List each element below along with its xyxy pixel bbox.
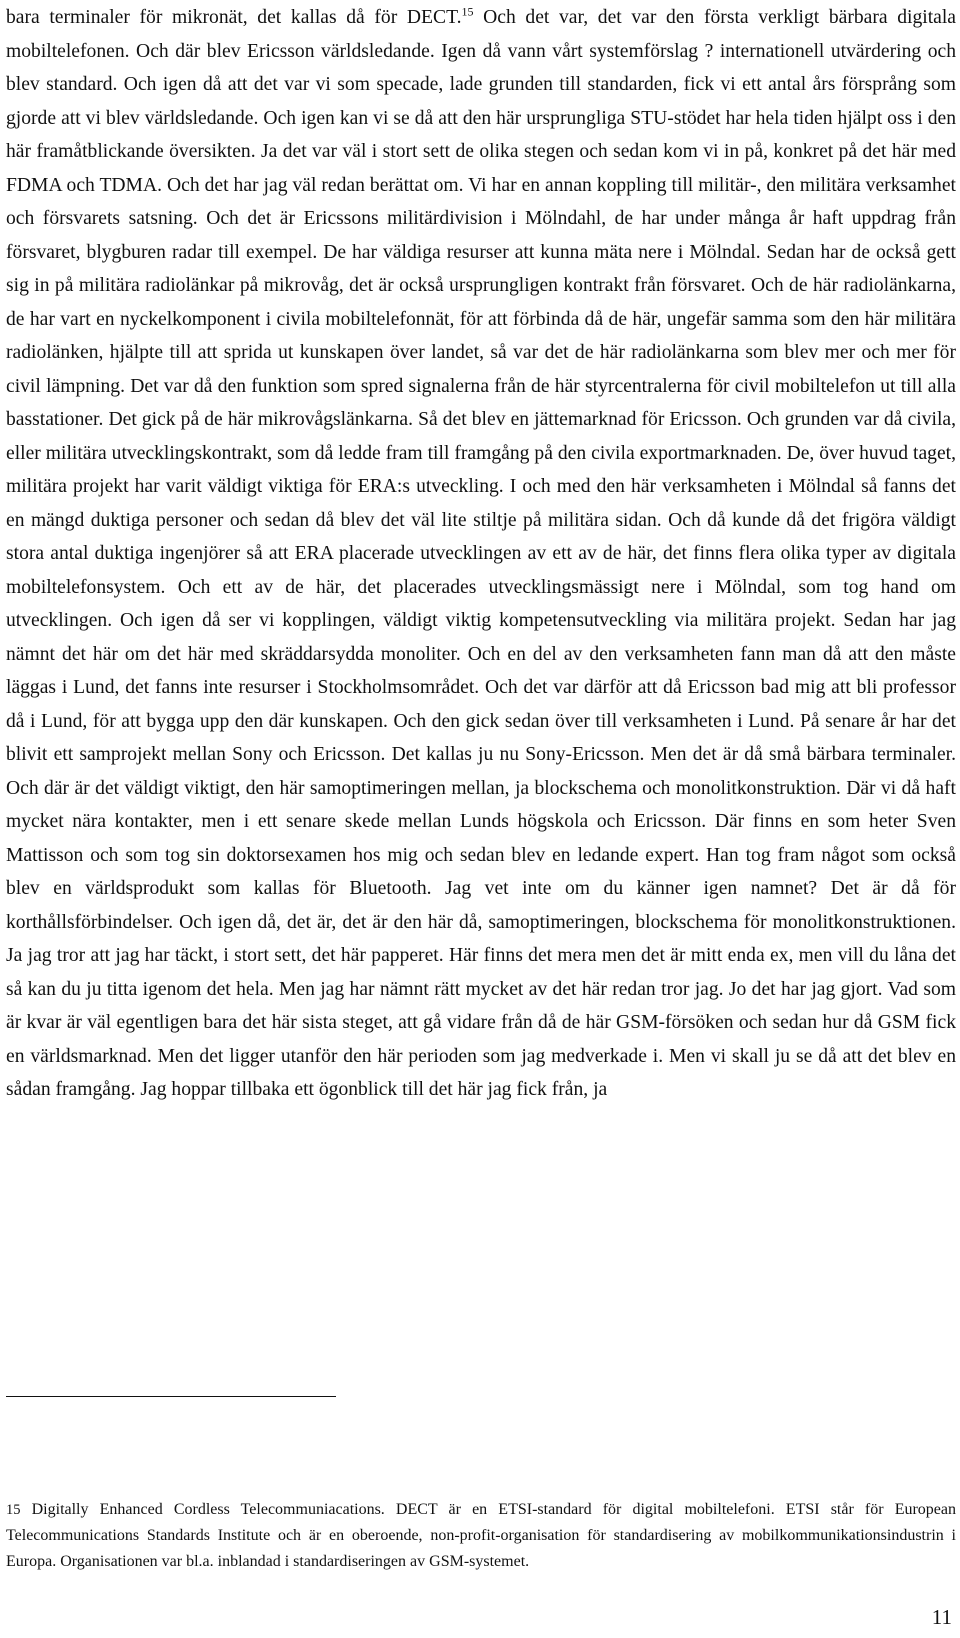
footnote-reference[interactable]: 15 bbox=[461, 4, 474, 19]
page-number: 11 bbox=[931, 1605, 952, 1629]
footnote-marker: 15 bbox=[6, 1502, 21, 1518]
footnote-separator bbox=[6, 1396, 336, 1397]
body-text-before-ref: bara terminaler för mikronät, det kallas då för DECT. bbox=[6, 7, 462, 28]
footnote-text: Digitally Enhanced Cordless Telecommuniacations. DECT är en ETSI-standard för digital mobiltelefoni. ETSI står för European Telecommunications Standards Institute och är en oberoende, non-profit-organisation för standardisering av mobilkommunikationsindustrin i Europa. Organisationen var bl.a. inblandad i standardiseringen av GSM-systemet. bbox=[6, 1501, 956, 1570]
body-paragraph bbox=[6, 1, 956, 1107]
footnote bbox=[6, 1497, 956, 1575]
body-text-after-ref: Och det var, det var den första verkligt bärbara digitala mobiltelefonen. Och där blev Ericsson världsledande. Igen då vann vårt systemförslag ? internationell utvärdering och blev standard. Och igen då att det var vi som specade, lade grunden till standarden, fick vi ett antal års försprång som gjorde att vi blev världsledande. Och igen kan vi se då att den här ursprungliga STU-stödet har hela tiden hjälpt oss i den här framåtblickande översikten. Ja det var väl i stort sett de olika stegen och sedan kom vi in på, konkret på det här med FDMA och TDMA. Och det har jag väl redan berättat om. Vi har en annan koppling till militär-, den militära verksamhet och försvarets satsning. Och det är Ericssons militärdivision i Mölndahl, de har under många år haft uppdrag från försvaret, blygburen radar till exempel. De har väldiga resurser att kunna mäta nere i Mölndal. Sedan har de också gett sig in på militära radiolänkar på mikrovåg, det är också ursprungligen kontrakt från försvaret. Och de här radiolänkarna, de har vart en nyckelkomponent i civila mobiltelefonnät, för att förbinda då de här, ungefär samma som den här militära radiolänken, hjälpte till att sprida ut kunskapen över landet, så var det de här radiolänkarna som blev mer och mer för civil lämpning. Det var då den funktion som spred signalerna från de här styrcentralerna för civil mobiltelefon ut till alla basstationer. Det gick på de här mikrovågslänkarna. Så det blev en jättemarknad för Ericsson. Och grunden var då civila, eller militära utvecklingskontrakt, som då ledde fram till framgång på den civila exportmarknaden. De, över huvud taget, militära projekt har varit väldigt viktiga för ERA:s utveckling. I och med den här verksamheten i Mölndal så fanns det en mängd duktiga personer och sedan då blev det väl lite stiltje på militära sidan. Och då kunde då det frigöra väldigt stora antal duktiga ingenjörer så att ERA placerade utvecklingen av ett av de här, det finns flera olika typer av digitala mobiltelefonsystem. Och ett av de här, det placerades utvecklingsmässigt nere i Mölndal, som tog hand om utvecklingen. Och igen då ser vi kopplingen, väldigt viktig kompetensutveckling via militära projekt. Sedan har jag nämnt det här om det här med skräddarsydda monoliter. Och en del av den verksamheten fann man då att den måste läggas i Lund, det fanns inte resurser i Stockholmsområdet. Och det var därför att då Ericsson bad mig att bli professor då i Lund, för att bygga upp den där kunskapen. Och den gick sedan över till verksamheten i Lund. På senare år har det blivit ett samprojekt mellan Sony och Ericsson. Det kallas ju nu Sony-Ericsson. Men det är då små bärbara terminaler. Och där är det väldigt viktigt, den här samoptimeringen mellan, ja blockschema och monolitkonstruktion. Där vi då haft mycket nära kontakter, men i ett senare skede mellan Lunds högskola och Ericsson. Där finns en som heter Sven Mattisson och som tog sin doktorsexamen hos mig och sedan blev en ledande expert. Han tog fram något som också blev en världsprodukt som kallas för Bluetooth. Jag vet inte om du känner igen namnet? Det är då för korthållsförbindelser. Och igen då, det är, det är den här då, samoptimeringen, blockschema för monolitkonstruktionen. Ja jag tror att jag har täckt, i stort sett, det här papperet. Här finns det mera men det är mitt enda ex, men vill du låna det så kan du ju titta igenom det hela. Men jag har nämnt rätt mycket av det här redan tror jag. Jo det har jag gjort. Vad som är kvar är väl egentligen bara det här sista steget, att gå vidare från då de här GSM-försöken och sedan hur då GSM fick en världsmarknad. Men det ligger utanför den här perioden som jag medverkade i. Men vi skall ju se då att det blev en sådan framgång. Jag hoppar tillbaka ett ögonblick till det här jag fick från, ja bbox=[6, 7, 956, 1100]
